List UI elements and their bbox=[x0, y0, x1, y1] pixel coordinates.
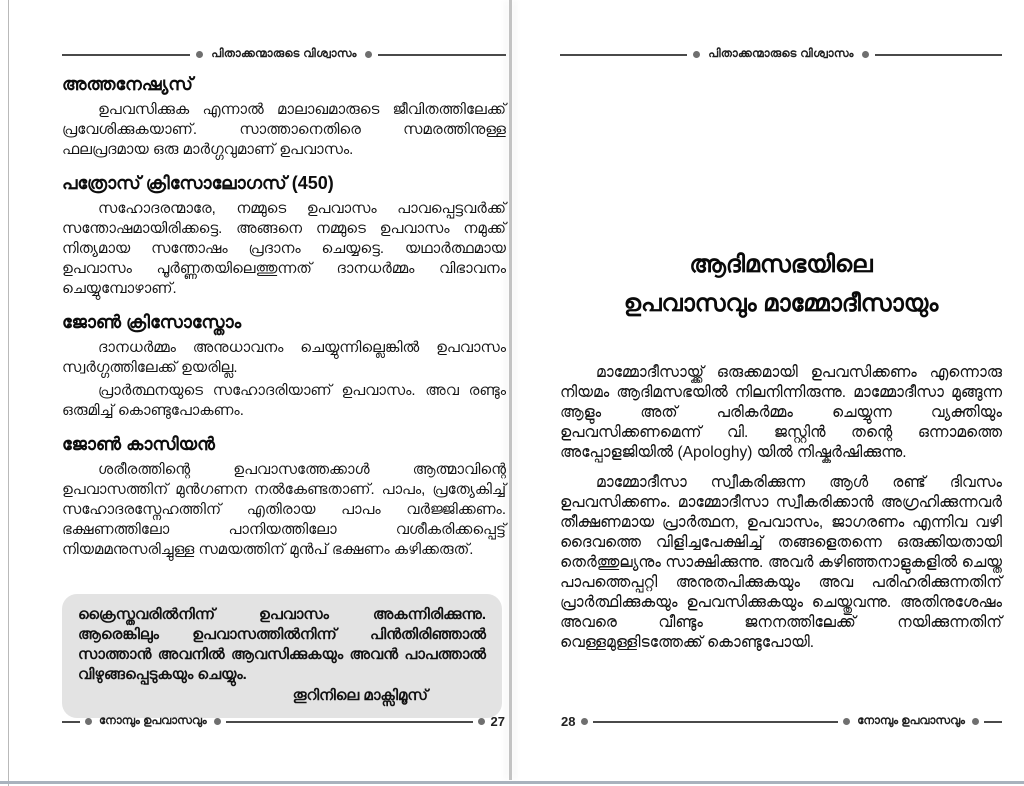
footer-rule-long bbox=[226, 721, 473, 723]
book-gutter-divider bbox=[509, 0, 512, 780]
footer-rule-short bbox=[62, 721, 80, 723]
footer-rule-long bbox=[593, 721, 838, 723]
header-dot-ornament bbox=[196, 51, 203, 58]
chapter-title-line-2: ഉപവാസവും മാമ്മോദീസായും bbox=[623, 290, 939, 317]
header-rule-left bbox=[62, 54, 190, 56]
section-heading: അത്തനേഷ്യസ് bbox=[62, 74, 193, 94]
section-heading: ജോൺ ക്രിസോസ്തോം bbox=[62, 312, 242, 332]
running-header-right bbox=[560, 48, 1002, 61]
section-john-chrysostom bbox=[62, 310, 506, 421]
section-petros-chrysologus bbox=[62, 171, 506, 299]
running-header-title: പിതാക്കന്മാരുടെ വിശ്വാസം bbox=[708, 48, 854, 60]
page-number-right: 28 bbox=[561, 714, 576, 729]
chapter-paragraph: മാമ്മോദീസായ്ക്ക് ഒരുക്കമായി ഉപവസിക്കണം എന്നൊരു നിയമം ആദിമസഭയിൽ നിലനിന്നിരുന്നു. മാമ്മോദീസാ മുങ്ങുന്ന ആളും അത് പരികർമ്മം ചെയ്യുന്ന വ്യക്തിയും ഉപവസിക്കണമെന്ന് വി. ജസ്റ്റിൻ തന്റെ ഒന്നാമത്തെ അപ്പോളജിയിൽ (Apologhy) യിൽ നിഷ്കർഷിക്കുന്നു. bbox=[560, 364, 1002, 461]
footer-dot-ornament bbox=[214, 718, 221, 725]
quote-attribution: തൂറിനിലെ മാക്സിമൂസ് bbox=[292, 687, 428, 704]
footer-dot-ornament bbox=[478, 718, 485, 725]
header-rule-right bbox=[875, 54, 1002, 56]
footer-dot-ornament bbox=[972, 718, 979, 725]
section-paragraph: ഉപവസിക്കുക എന്നാൽ മാലാഖമാരുടെ ജീവിതത്തിലേക്ക് പ്രവേശിക്കുകയാണ്. സാത്താനെതിരെ സമരത്തിനുള്ള ഫലപ്രദമായ ഒരു മാർഗ്ഗവുമാണ് ഉപവാസം. bbox=[62, 101, 506, 158]
header-dot-ornament bbox=[693, 51, 700, 58]
header-dot-ornament bbox=[862, 51, 869, 58]
section-paragraph: പ്രാർത്ഥനയുടെ സഹോദരിയാണ് ഉപവാസം. അവ രണ്ടും ഒരുമിച്ച് കൊണ്ടുപോകണം. bbox=[62, 382, 506, 419]
quote-text: ക്രൈസ്തവരിൽനിന്ന് ഉപവാസം അകന്നിരിക്കുന്നു. ആരെങ്കിലും ഉപവാസത്തിൽനിന്ന് പിൻതിരിഞ്ഞാൽ സാത്താൻ അവനിൽ ആവസിക്കുകയും അവൻ പാപത്താൽ വിഴുങ്ങപ്പെടുകയും ചെയ്യും. bbox=[78, 606, 486, 683]
section-paragraph: ദാനധർമ്മം അനുധാവനം ചെയ്യുന്നില്ലെങ്കിൽ ഉപവാസം സ്വർഗ്ഗത്തിലേക്ക് ഉയരില്ല. bbox=[62, 339, 506, 376]
footer-rule-short bbox=[984, 721, 1002, 723]
chapter-title-line-1: ആദിമസഭയിലെ bbox=[689, 251, 873, 278]
chapter-body bbox=[560, 363, 1002, 653]
section-john-cassian bbox=[62, 432, 506, 560]
header-dot-ornament bbox=[365, 51, 372, 58]
section-heading: പത്രോസ് ക്രിസോലോഗസ് (450) bbox=[62, 173, 334, 193]
footer-dot-ornament bbox=[85, 718, 92, 725]
header-rule-left bbox=[560, 54, 687, 56]
chapter-paragraph: മാമ്മോദീസാ സ്വീകരിക്കുന്ന ആൾ രണ്ട് ദിവസം ഉപവസിക്കണം. മാമ്മോദീസാ സ്വീകരിക്കാൻ അഗ്രഹിക്കുന്നവർ തീക്ഷണമായ പ്രാർത്ഥന, ഉപവാസം, ജാഗരണം എന്നിവ വഴി ദൈവത്തെ വിളിച്ചപേക്ഷിച്ച് തങ്ങളെതന്നെ ഒരുക്കിയതായി തെർത്തുല്യനും സാക്ഷിക്കുന്നു. അവർ കഴിഞ്ഞനാളുകളിൽ ചെയ്ത പാപത്തെപ്പറ്റി അനുതപിക്കുകയും അവ പരിഹരിക്കുന്നതിന് പ്രാർത്ഥിക്കുകയും ഉപവസിക്കുകയും ചെയ്തുവന്നു. അതിനുശേഷം അവരെ വീണ്ടും ജനനത്തിലേക്ക് നയിക്കുന്നതിന് വെള്ളമുള്ളിടത്തേക്ക് കൊണ്ടുപോയി. bbox=[560, 474, 1002, 651]
page-left-edge-line bbox=[8, 0, 9, 786]
page-right bbox=[560, 0, 1002, 786]
running-footer-right bbox=[560, 714, 1002, 729]
running-header-left bbox=[62, 48, 506, 61]
running-header-title: പിതാക്കന്മാരുടെ വിശ്വാസം bbox=[211, 48, 357, 60]
chapter-title bbox=[560, 245, 1002, 323]
running-footer-left bbox=[62, 714, 506, 729]
section-athanasius bbox=[62, 72, 506, 160]
section-paragraph: ശരീരത്തിന്റെ ഉപവാസത്തേക്കാൾ ആത്മാവിന്റെ ഉപവാസത്തിന് മുൻഗണന നൽകേണ്ടതാണ്. പാപം, പ്രത്യേകിച്ച് സഹോദരസ്നേഹത്തിന് എതിരായ പാപം വർജ്ജിക്കണം. ഭക്ഷണത്തിലോ പാനിയത്തിലോ വശീകരിക്കപ്പെട്ട് നിയമമനുസരിച്ചുള്ള സമയത്തിന് മുൻപ് ഭക്ഷണം കഴിക്കരുത്. bbox=[62, 461, 506, 558]
section-heading: ജോൺ കാസിയൻ bbox=[62, 434, 215, 454]
page-left bbox=[62, 0, 506, 786]
section-paragraph: സഹോദരന്മാരേ, നമ്മുടെ ഉപവാസം പാവപ്പെട്ടവർക്ക് സന്തോഷമായിരിക്കട്ടെ. അങ്ങനെ നമ്മുടെ ഉപവാസം നമുക്ക് നിത്യമായ സന്തോഷം പ്രദാനം ചെയ്യട്ടെ. യഥാർത്ഥമായ ഉപവാസം പൂർണ്ണതയിലെത്തുന്നത് ദാനധർമ്മം വിഭാവനം ചെയ്യുമ്പോഴാണ്. bbox=[62, 200, 506, 297]
page-number-left: 27 bbox=[490, 714, 505, 729]
header-rule-right bbox=[378, 54, 506, 56]
running-footer-title: നോമ്പും ഉപവാസവും bbox=[99, 715, 207, 727]
footer-dot-ornament bbox=[581, 718, 588, 725]
footer-dot-ornament bbox=[843, 718, 850, 725]
quote-box bbox=[62, 594, 502, 718]
running-footer-title: നോമ്പും ഉപവാസവും bbox=[857, 715, 965, 727]
